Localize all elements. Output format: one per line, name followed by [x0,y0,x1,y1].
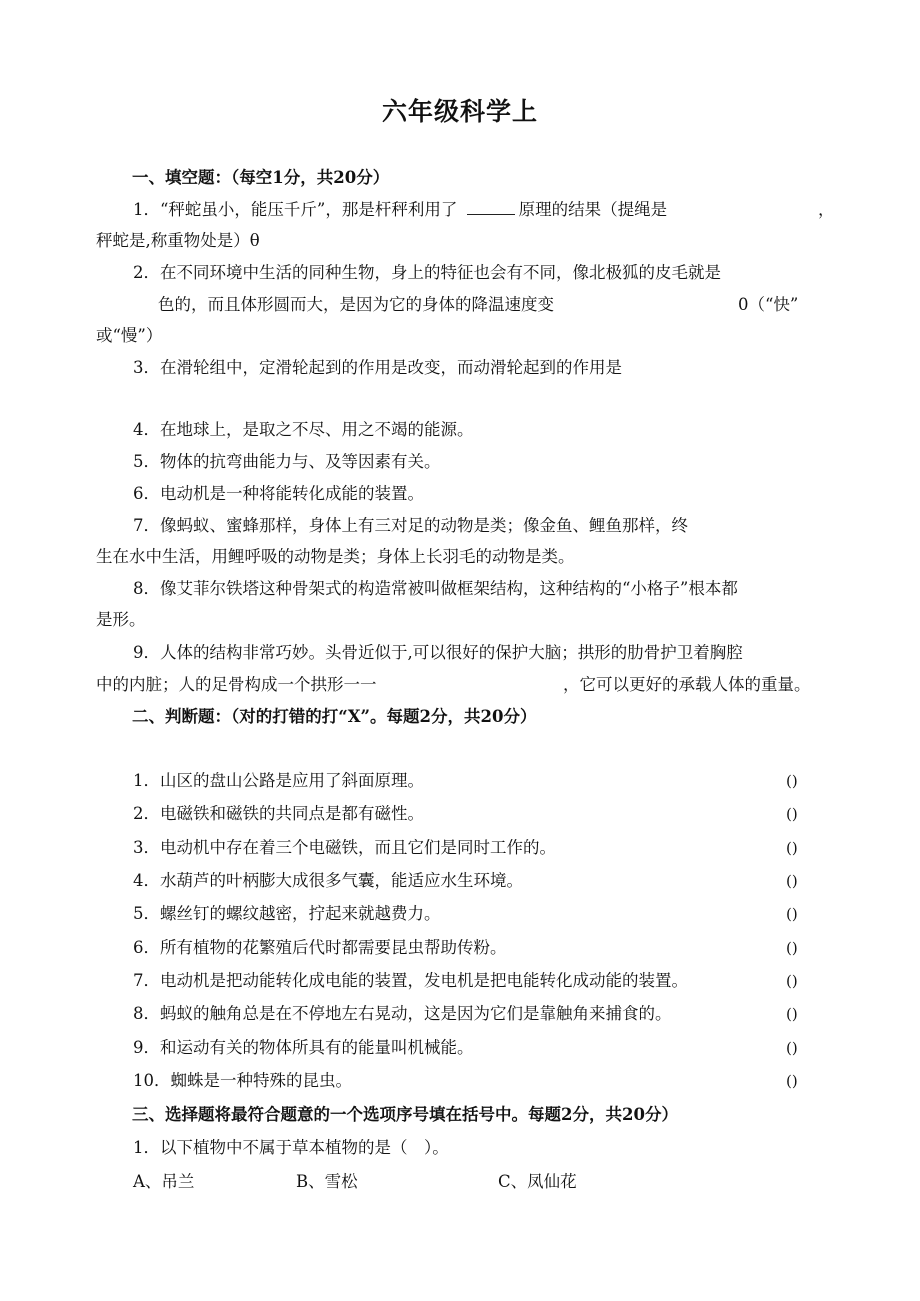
question-8-line-1: 8．像艾菲尔铁塔这种骨架式的构造常被叫做框架结构，这种结构的“小格子”根本都 [133,579,738,598]
question-5: 5．物体的抗弯曲能力与、及等因素有关。 [133,452,441,471]
section3-heading: 三、选择题将最符合题意的一个选项序号填在括号中。每题2分，共20分） [132,1105,678,1124]
answer-parentheses: () [786,772,798,790]
judge-item: 9．和运动有关的物体所具有的能量叫机械能。 [133,1038,474,1057]
choice-option-a: A、吊兰 [133,1172,195,1191]
question-2-line-1: 2．在不同环境中生活的同种生物，身上的特征也会有不同，像北极狐的皮毛就是 [133,263,721,282]
question-9-line-1: 9．人体的结构非常巧妙。头骨近似于,可以很好的保护大脑；拱形的肋骨护卫着胸腔 [133,643,743,662]
question-6: 6．电动机是一种将能转化成能的装置。 [133,484,424,503]
judge-item: 2．电磁铁和磁铁的共同点是都有磁性。 [133,804,424,823]
judge-item: 10．蜘蛛是一种特殊的昆虫。 [133,1071,352,1090]
question-1-line-1 [133,198,667,222]
question-7-line-1: 7．像蚂蚁、蜜蜂那样，身体上有三对足的动物是类；像金鱼、鲤鱼那样，终 [133,516,688,535]
section2-heading: 二、判断题：（对的打错的打“X”。每题2分，共20分） [132,707,537,726]
judge-item: 3．电动机中存在着三个电磁铁，而且它们是同时工作的。 [133,838,556,857]
judge-item: 1．山区的盘山公路是应用了斜面原理。 [133,771,424,790]
question-1-comma: ， [818,200,835,219]
answer-parentheses: () [786,939,798,957]
choice-option-b: B、雪松 [296,1172,358,1191]
question-1-text-b: 原理的结果（提绳是 [518,200,668,219]
page-title: 六年级科学上 [381,97,538,126]
judge-item: 8．蚂蚁的触角总是在不停地左右晃动，这是因为它们是靠触角来捕食的。 [133,1004,672,1023]
answer-parentheses: () [786,805,798,823]
section1-heading: 一、填空题：（每空1分，共20分） [132,168,390,187]
answer-parentheses: () [786,839,798,857]
question-8-line-2: 是形。 [96,610,146,629]
answer-parentheses: () [786,872,798,890]
question-3: 3．在滑轮组中，定滑轮起到的作用是改变，而动滑轮起到的作用是 [133,358,622,377]
question-1-text-a: 1．“秤蛇虽小，能压千斤”，那是杆秤利用了 [133,200,458,219]
question-2-line-3: 或“慢”） [96,326,163,345]
answer-parentheses: () [786,905,798,923]
question-4: 4．在地球上，是取之不尽、用之不竭的能源。 [133,420,474,439]
judge-item: 5．螺丝钉的螺纹越密，拧起来就越费力。 [133,904,441,923]
choice-question-1: 1．以下植物中不属于草本植物的是（ ）。 [133,1138,449,1157]
judge-item: 4．水葫芦的叶柄膨大成很多气囊，能适应水生环境。 [133,871,523,890]
question-9-line-2: 中的内脏；人的足骨构成一个拱形一一 [96,675,377,694]
question-7-line-2: 生在水中生活，用鲤呼吸的动物是类；身体上长羽毛的动物是类。 [96,547,575,566]
question-9-line-2-end: ，它可以更好的承载人体的重量。 [563,675,811,694]
question-2-line-2: 色的，而且体形圆而大，是因为它的身体的降温速度变 [158,295,554,314]
answer-parentheses: () [786,1039,798,1057]
question-2-option: 0（“快” [738,295,799,314]
answer-parentheses: () [786,1005,798,1023]
judge-item: 6．所有植物的花繁殖后代时都需要昆虫帮助传粉。 [133,938,507,957]
choice-option-c: C、凤仙花 [498,1172,577,1191]
judge-item: 7．电动机是把动能转化成电能的装置，发电机是把电能转化成动能的装置。 [133,971,688,990]
question-1-line-2: 秤蛇是,称重物处是）θ [96,231,260,250]
answer-parentheses: () [786,1072,798,1090]
answer-blank [467,200,515,215]
answer-parentheses: () [786,972,798,990]
